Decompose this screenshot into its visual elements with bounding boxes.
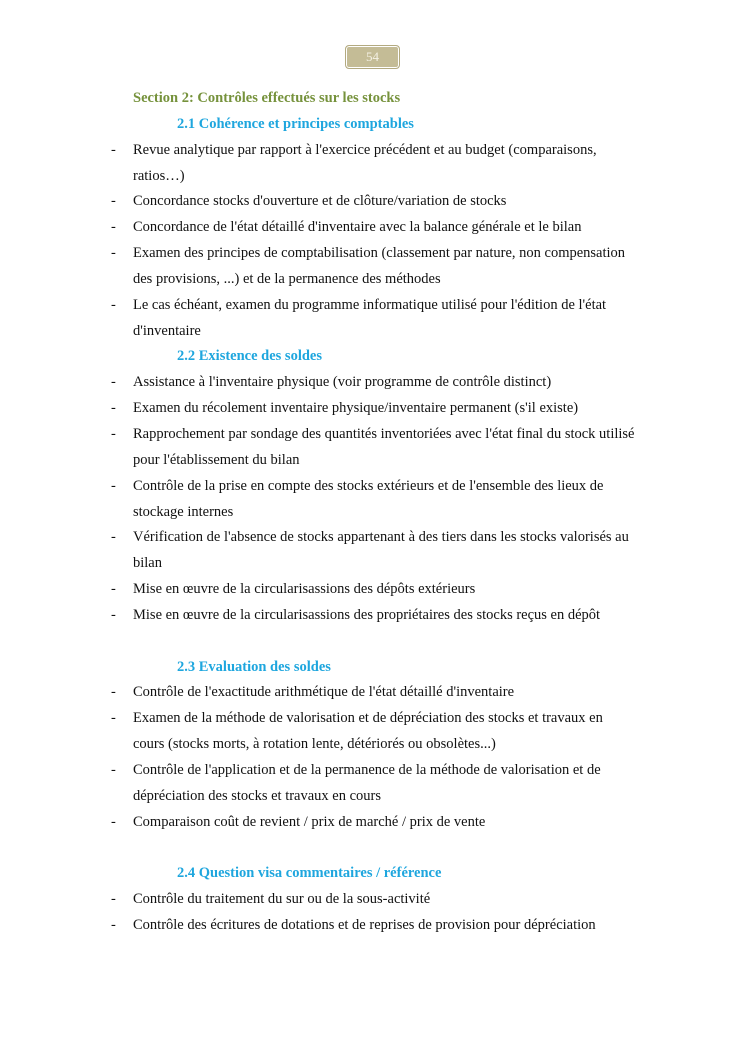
list-item-text: pour l'établissement du bilan <box>133 451 300 468</box>
bullet-dash: - <box>111 141 116 158</box>
list-item-text: Contrôle de l'exactitude arithmétique de l'état détaillé d'inventaire <box>133 684 515 701</box>
blank-line <box>0 835 745 861</box>
subsection-title: 2.4 Question visa commentaires / référence <box>177 865 442 882</box>
list-item-text: Examen de la méthode de valorisation et de dépréciation des stocks et travaux en <box>133 710 603 727</box>
list-item-line <box>0 887 745 913</box>
list-item-text: Vérification de l'absence de stocks appartenant à des tiers dans les stocks valorisés au <box>133 529 629 546</box>
bullet-dash: - <box>111 193 116 210</box>
subsection-title: 2.1 Cohérence et principes comptables <box>177 115 414 132</box>
bullet-dash: - <box>111 891 116 908</box>
list-item-line <box>0 603 745 629</box>
list-item-text: Contrôle des écritures de dotations et de reprises de provision pour dépréciation <box>133 917 596 933</box>
list-item-line <box>0 164 745 190</box>
list-item-text: Rapprochement par sondage des quantités inventoriées avec l'état final du stock utilisé <box>133 425 635 442</box>
list-item-text: Le cas échéant, examen du programme informatique utilisé pour l'édition de l'état <box>133 296 607 313</box>
list-item-line <box>0 267 745 293</box>
bullet-dash: - <box>111 400 116 417</box>
list-item-line <box>0 396 745 422</box>
list-item-text: dépréciation des stocks et travaux en cours <box>133 787 382 804</box>
list-item-text: bilan <box>133 555 162 572</box>
list-item-text: Concordance stocks d'ouverture et de clôture/variation de stocks <box>133 193 507 210</box>
list-item-line <box>0 370 745 396</box>
list-item-line <box>0 577 745 603</box>
bullet-dash: - <box>111 813 116 830</box>
list-item-line <box>0 758 745 784</box>
bullet-dash: - <box>111 761 116 778</box>
list-item-line <box>0 913 745 939</box>
bullet-dash: - <box>111 245 116 262</box>
list-item-line <box>0 551 745 577</box>
bullet-dash: - <box>111 529 116 546</box>
list-item-text: Mise en œuvre de la circularisassions des dépôts extérieurs <box>133 581 476 598</box>
bullet-dash: - <box>111 296 116 313</box>
list-item-text: Concordance de l'état détaillé d'inventaire avec la balance générale et le bilan <box>133 219 582 236</box>
page-number-badge: 54 <box>345 45 400 69</box>
bullet-dash: - <box>111 374 116 391</box>
list-item-line <box>0 474 745 500</box>
list-item-line <box>0 241 745 267</box>
list-item-text: Contrôle de la prise en compte des stocks extérieurs et de l'ensemble des lieux de <box>133 477 604 494</box>
list-item-line <box>0 293 745 319</box>
list-item-line <box>0 448 745 474</box>
list-item-line <box>0 525 745 551</box>
list-item-text: Contrôle de l'application et de la permanence de la méthode de valorisation et de <box>133 761 601 778</box>
list-item-text: stockage internes <box>133 503 234 520</box>
list-item-text: Contrôle du traitement du sur ou de la sous-activité <box>133 891 431 908</box>
list-item-text: Assistance à l'inventaire physique (voir programme de contrôle distinct) <box>133 374 552 391</box>
list-item-line <box>0 189 745 215</box>
list-item-text: Mise en œuvre de la circularisassions des propriétaires des stocks reçus en dépôt <box>133 606 601 623</box>
document-body <box>0 86 745 939</box>
list-item-text: cours (stocks morts, à rotation lente, détériorés ou obsolètes...) <box>133 736 496 753</box>
bullet-dash: - <box>111 477 116 494</box>
list-item-line <box>0 810 745 836</box>
list-item-line <box>0 500 745 526</box>
list-item-line <box>0 215 745 241</box>
subsection-title: 2.2 Existence des soldes <box>177 348 322 365</box>
bullet-dash: - <box>111 219 116 236</box>
list-item-line <box>0 784 745 810</box>
bullet-dash: - <box>111 425 116 442</box>
list-item-line <box>0 680 745 706</box>
list-item-text: ratios…) <box>133 167 185 184</box>
list-item-line <box>0 319 745 345</box>
list-item-text: Comparaison coût de revient / prix de marché / prix de vente <box>133 813 486 830</box>
bullet-dash: - <box>111 684 116 701</box>
list-item-text: Examen du récolement inventaire physique/inventaire permanent (s'il existe) <box>133 400 579 417</box>
bullet-dash: - <box>111 581 116 598</box>
list-item-text: des provisions, ...) et de la permanence des méthodes <box>133 270 441 287</box>
subsection-title: 2.3 Evaluation des soldes <box>177 658 331 675</box>
bullet-dash: - <box>111 606 116 623</box>
list-item-line <box>0 422 745 448</box>
bullet-dash: - <box>111 710 116 727</box>
section-title: Section 2: Contrôles effectués sur les stocks <box>133 90 401 106</box>
bullet-dash: - <box>111 917 116 933</box>
list-item-text: Examen des principes de comptabilisation (classement par nature, non compensation <box>133 245 626 262</box>
list-item-text: Revue analytique par rapport à l'exercice précédent et au budget (comparaisons, <box>133 141 597 158</box>
blank-line <box>0 629 745 655</box>
list-item-line <box>0 732 745 758</box>
list-item-text: d'inventaire <box>133 322 201 339</box>
list-item-line <box>0 706 745 732</box>
list-item-line <box>0 138 745 164</box>
